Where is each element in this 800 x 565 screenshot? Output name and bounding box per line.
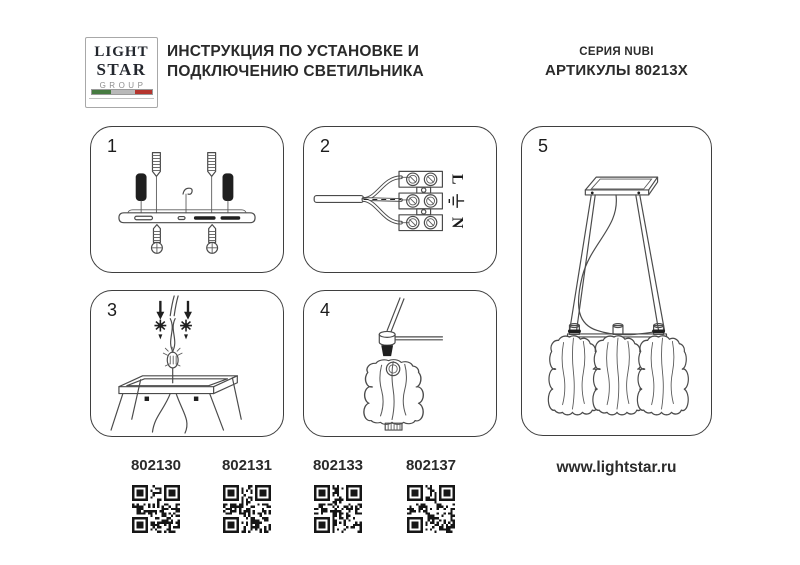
threaded-stud-icon bbox=[152, 153, 160, 213]
shade-cap-icon bbox=[381, 345, 393, 356]
article-column bbox=[396, 456, 466, 533]
articles-label: АРТИКУЛЫ 80213X bbox=[545, 62, 688, 79]
logo-word-light: LIGHT bbox=[94, 44, 149, 60]
article-number: 802130 bbox=[130, 457, 182, 474]
logo-flag-bar bbox=[92, 90, 152, 94]
step2-illustration-terminal-wiring bbox=[304, 127, 496, 272]
qr-code bbox=[314, 485, 362, 533]
article-number: 802131 bbox=[221, 457, 273, 474]
step-number: 3 bbox=[107, 300, 118, 320]
terminal-block-icon bbox=[399, 171, 442, 230]
cloud-shade-icon bbox=[593, 336, 644, 415]
step-number: 1 bbox=[107, 136, 118, 156]
step4-illustration-shade-grip bbox=[304, 291, 496, 436]
step-2-panel bbox=[303, 126, 497, 273]
website-url: www.lightstar.ru bbox=[556, 459, 677, 476]
series-block bbox=[521, 46, 712, 79]
earth-ground-icon bbox=[449, 194, 464, 208]
article-column bbox=[121, 456, 191, 533]
canopy-frame-icon bbox=[111, 376, 241, 430]
lamp-holder-icon bbox=[613, 324, 623, 335]
small-down-arrow-icon bbox=[184, 334, 188, 339]
screw-icon bbox=[151, 225, 162, 254]
suspension-cable-icon bbox=[387, 298, 404, 332]
page-title-line2: ПОДКЛЮЧЕНИЮ СВЕТИЛЬНИКА bbox=[167, 63, 424, 80]
step-number: 5 bbox=[538, 136, 549, 156]
step-1-panel bbox=[90, 126, 284, 273]
logo-word-group: GROUP bbox=[99, 81, 147, 90]
step-number: 2 bbox=[320, 136, 331, 156]
wiring-label-live: L bbox=[448, 174, 466, 185]
step-3-panel bbox=[90, 290, 284, 437]
flag-green bbox=[92, 90, 111, 94]
down-arrow-icon bbox=[156, 301, 164, 320]
article-number: 802137 bbox=[405, 457, 457, 474]
step1-illustration-mounting-plate bbox=[91, 127, 283, 272]
lightstar-logo bbox=[85, 37, 158, 108]
power-cord-icon bbox=[579, 195, 657, 335]
qr-code bbox=[132, 485, 180, 533]
supply-cable-icon bbox=[314, 196, 363, 203]
terminal-screw-icon bbox=[407, 173, 437, 229]
cable-gripper-icon bbox=[379, 331, 395, 345]
logo-word-star: STAR bbox=[96, 60, 147, 79]
cloud-shade-icon bbox=[637, 336, 688, 415]
ceiling-canopy-icon bbox=[585, 177, 657, 195]
step-5-panel bbox=[521, 126, 712, 436]
wiring-label-neutral: N bbox=[448, 216, 466, 229]
suspension-cables-icon bbox=[569, 195, 664, 332]
logo-underline bbox=[89, 98, 154, 99]
small-down-arrow-icon bbox=[158, 334, 162, 339]
article-column bbox=[303, 456, 373, 533]
article-column bbox=[212, 456, 282, 533]
mounting-plate-icon bbox=[119, 210, 255, 223]
horizontal-cable-icon bbox=[395, 337, 442, 340]
step5-illustration-assembled-lamp bbox=[522, 127, 711, 435]
series-label: СЕРИЯ NUBI bbox=[579, 46, 654, 58]
step-number: 4 bbox=[320, 300, 331, 320]
flag-gray bbox=[111, 90, 135, 94]
qr-code bbox=[407, 485, 455, 533]
down-arrow-icon bbox=[184, 301, 192, 320]
step-4-panel bbox=[303, 290, 497, 437]
step3-illustration-canopy-assembly bbox=[91, 291, 283, 436]
lamp-holder-icon bbox=[568, 324, 581, 335]
cloud-shade-icon bbox=[364, 360, 423, 425]
threaded-stud-icon bbox=[208, 153, 216, 213]
cloud-shade-icon bbox=[548, 336, 599, 415]
screw-icon bbox=[207, 225, 218, 254]
flag-red bbox=[135, 90, 152, 94]
hook-wire-icon bbox=[183, 188, 192, 213]
page-title bbox=[167, 42, 424, 82]
wall-anchor-icon bbox=[223, 173, 234, 201]
qr-code bbox=[223, 485, 271, 533]
article-number: 802133 bbox=[312, 457, 364, 474]
wall-anchor-icon bbox=[136, 173, 147, 201]
page-title-line1: ИНСТРУКЦИЯ ПО УСТАНОВКЕ И bbox=[167, 43, 420, 60]
